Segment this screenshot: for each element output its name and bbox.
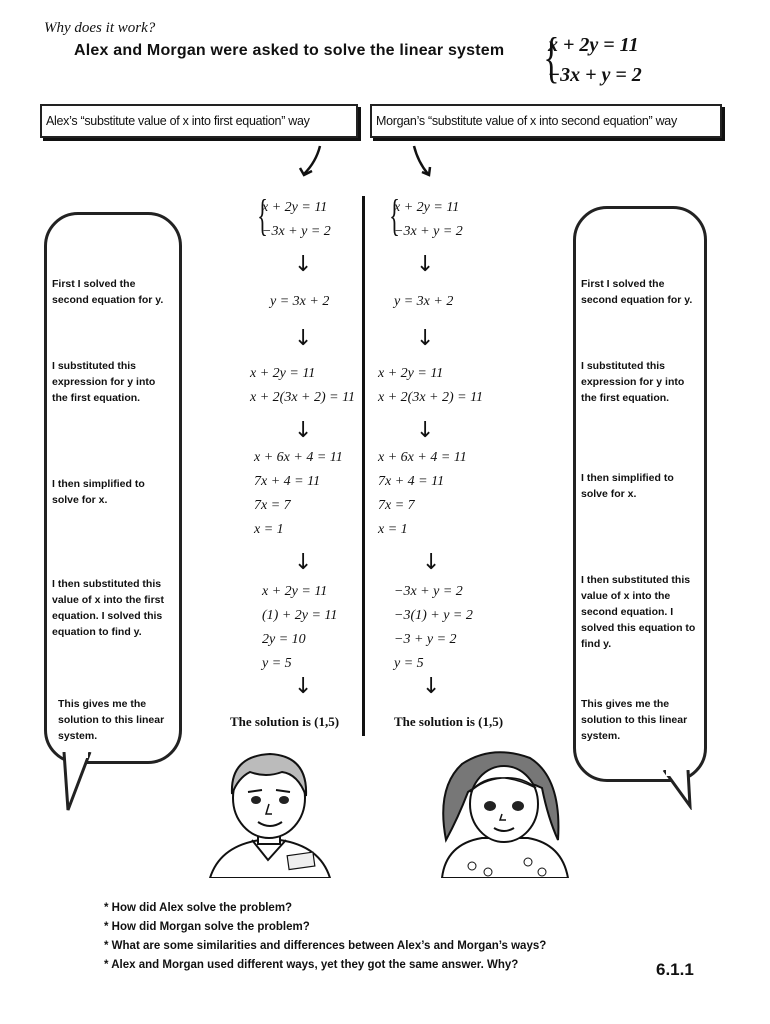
center-divider xyxy=(362,196,365,736)
morgan-back-sub-line3: −3 + y = 2 xyxy=(394,632,457,647)
alex-simplify-line3: 7x = 7 xyxy=(254,498,291,513)
question-2: * How did Morgan solve the problem? xyxy=(104,921,310,933)
alex-simplify-line1: x + 6x + 4 = 11 xyxy=(254,450,343,465)
header-title: Alex and Morgan were asked to solve the linear system xyxy=(74,42,505,59)
morgan-note-3: I then simplified to solve for x. xyxy=(581,472,674,500)
method-arrows xyxy=(290,140,450,180)
header-question: Why does it work? xyxy=(44,20,156,36)
morgan-arrow-3: ↓ xyxy=(416,418,435,443)
morgan-note-4: I then substituted this value of x into the second equation. I solved this equation to find y. xyxy=(581,574,696,650)
alex-arrow-2: ↓ xyxy=(294,326,313,351)
alex-system: { x + 2y = 11 −3x + y = 2 xyxy=(262,196,331,244)
morgan-system-eq1: x + 2y = 11 xyxy=(394,200,460,215)
alex-arrow-5: ↓ xyxy=(294,674,313,699)
alex-note-4: I then substituted this value of x into the first equation. I solved this equation to find y. xyxy=(52,578,165,638)
alex-substitute xyxy=(250,362,355,410)
header-system: { x + 2y = 11 −3x + y = 2 xyxy=(543,27,642,89)
morgan-back-sub-line2: −3(1) + y = 2 xyxy=(394,608,473,623)
morgan-bubble-tail xyxy=(660,770,700,810)
alex-illustration xyxy=(190,748,340,878)
alex-arrow-3: ↓ xyxy=(294,418,313,443)
alex-system-eq2: −3x + y = 2 xyxy=(262,224,331,239)
alex-simplify-line4: x = 1 xyxy=(254,522,284,537)
morgan-simplify-line1: x + 6x + 4 = 11 xyxy=(378,450,467,465)
header-system-eq2: −3x + y = 2 xyxy=(548,64,642,86)
question-4: * Alex and Morgan used different ways, yet they got the same answer. Why? xyxy=(104,959,519,971)
morgan-back-sub-line1: −3x + y = 2 xyxy=(394,584,463,599)
morgan-substitute-line1: x + 2y = 11 xyxy=(378,366,444,381)
alex-note-3: I then simplified to solve for x. xyxy=(52,478,145,506)
morgan-simplify xyxy=(378,446,467,542)
section-code: 6.1.1 xyxy=(656,960,694,979)
alex-simplify-line2: 7x + 4 = 11 xyxy=(254,474,321,489)
alex-note-5: This gives me the solution to this linear system. xyxy=(58,698,165,742)
alex-solve-y: y = 3x + 2 xyxy=(270,294,330,309)
morgan-solve-y: y = 3x + 2 xyxy=(394,294,454,309)
morgan-solution: The solution is (1,5) xyxy=(394,714,504,729)
alex-substitute-line1: x + 2y = 11 xyxy=(250,366,316,381)
alex-back-sub-line1: x + 2y = 11 xyxy=(262,584,328,599)
alex-system-eq1: x + 2y = 11 xyxy=(262,200,328,215)
alex-method-label: Alex’s “substitute value of x into first equation” way xyxy=(40,104,358,138)
alex-arrow-4: ↓ xyxy=(294,550,313,575)
alex-substitute-line2: x + 2(3x + 2) = 11 xyxy=(250,390,356,405)
morgan-arrow-1: ↓ xyxy=(416,252,435,277)
alex-bubble-tail xyxy=(60,752,100,814)
alex-back-sub-line3: 2y = 10 xyxy=(262,632,306,647)
alex-back-sub-line2: (1) + 2y = 11 xyxy=(262,608,338,623)
morgan-system: { x + 2y = 11 −3x + y = 2 xyxy=(394,196,463,244)
morgan-note-5: This gives me the solution to this linear system. xyxy=(581,698,688,742)
morgan-simplify-line3: 7x = 7 xyxy=(378,498,415,513)
question-1: * How did Alex solve the problem? xyxy=(104,902,293,914)
morgan-arrow-4: ↓ xyxy=(422,550,441,575)
header-system-eq1: x + 2y = 11 xyxy=(548,34,639,56)
alex-simplify xyxy=(254,446,343,542)
morgan-arrow-5: ↓ xyxy=(422,674,441,699)
alex-note-1: First I solved the second equation for y. xyxy=(52,278,164,306)
morgan-back-sub-line4: y = 5 xyxy=(394,656,424,671)
morgan-illustration xyxy=(432,748,582,878)
alex-back-sub-line4: y = 5 xyxy=(262,656,292,671)
question-3: * What are some similarities and differences between Alex’s and Morgan’s ways? xyxy=(104,940,547,952)
alex-note-2: I substituted this expression for y into the first equation. xyxy=(52,360,156,404)
morgan-simplify-line4: x = 1 xyxy=(378,522,408,537)
alex-solution: The solution is (1,5) xyxy=(230,714,340,729)
alex-back-sub xyxy=(262,580,337,676)
morgan-note-2: I substituted this expression for y into the first equation. xyxy=(581,360,685,404)
morgan-back-sub xyxy=(394,580,473,676)
discussion-questions xyxy=(104,899,546,975)
alex-arrow-1: ↓ xyxy=(294,252,313,277)
morgan-method-label: Morgan’s “substitute value of x into second equation” way xyxy=(370,104,722,138)
morgan-system-eq2: −3x + y = 2 xyxy=(394,224,463,239)
morgan-substitute-line2: x + 2(3x + 2) = 11 xyxy=(378,390,484,405)
morgan-simplify-line2: 7x + 4 = 11 xyxy=(378,474,445,489)
morgan-arrow-2: ↓ xyxy=(416,326,435,351)
morgan-substitute xyxy=(378,362,483,410)
morgan-note-1: First I solved the second equation for y. xyxy=(581,278,693,306)
